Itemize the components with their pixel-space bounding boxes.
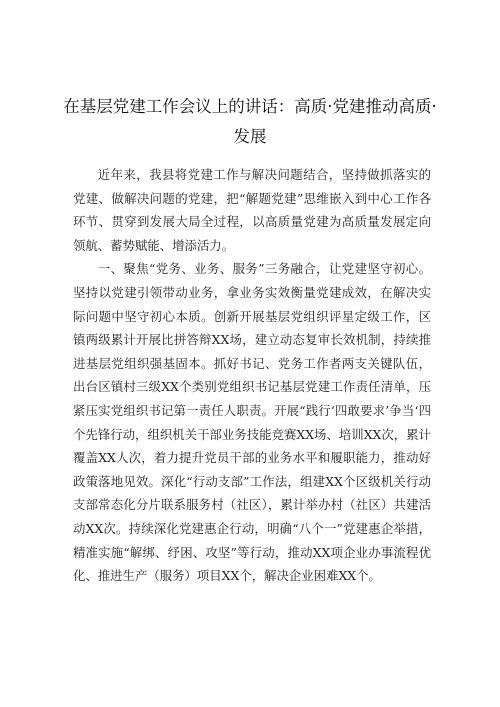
document-body bbox=[73, 163, 431, 588]
paragraph-section-one: 一、聚焦“党务、业务、服务”三务融合，让党建坚守初心。坚持以党建引领带动业务，拿业务实效衡量党建成效，在解决实际问题中坚守初心本质。创新开展基层党组织评星定级工作，区镇两级累计开展比拼答辩XX场，建立动态复审长效机制，持续推进基层党组织强基固本。抓好书记、党务工作者两支关键队伍，出台区镇村三级XX个类别党组织书记基层党建工作责任清单，压紧压实党组织书记第一责任人职责。开展“践行‘四敢要求’争当‘四个先锋行动，组织机关干部业务技能竞赛XX场、培训XX次，累计覆盖XX人次，着力提升党员干部的业务水平和履职能力，推动好政策落地见效。深化“行动支部”工作法，组建XX个区级机关行动支部常态化分片联系服务村（社区），累计举办村（社区）共建活动XX次。持续深化党建惠企行动，明确“八个一”党建惠企举措，精准实施“解绑、纾困、攻坚”等行动，推动XX项企业办事流程优化、推进生产（服务）项目XX个，解决企业困难XX个。 bbox=[73, 261, 431, 584]
paragraph-intro: 近年来，我县将党建工作与解决问题结合，坚持做抓落实的党建、做解决问题的党建，把“解题党建”思维嵌入到中心工作各环节、贯穿到发展大局全过程，以高质量党建为高质量发展定向领航、蓄势赋能、增添活力。 bbox=[73, 167, 431, 253]
document-title: 在基层党建工作会议上的讲话：高质·党建推动高质·发展 bbox=[63, 97, 437, 146]
